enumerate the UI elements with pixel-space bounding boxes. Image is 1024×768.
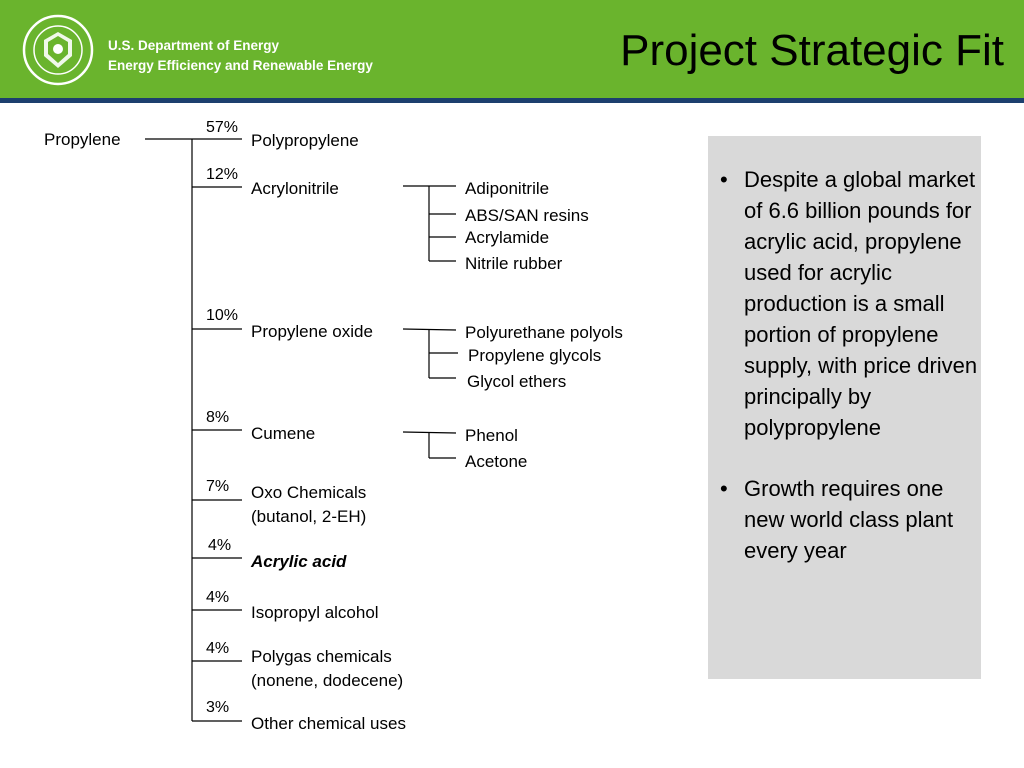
branch-percent: 8% <box>206 409 230 426</box>
branch-percent: 4% <box>206 589 230 606</box>
branch-percent: 7% <box>206 478 230 495</box>
derivative-label: Glycol ethers <box>467 372 567 391</box>
branch-label-isopropyl-alcohol: Isopropyl alcohol <box>251 603 379 622</box>
callout-bullet-text: Growth requires one new world class plant every year <box>744 476 954 563</box>
branch-label-polypropylene: Polypropylene <box>251 131 359 150</box>
callout-box <box>708 136 981 679</box>
branch-label-cumene: Cumene <box>251 424 316 443</box>
branch-sublabel-oxo-chemicals: (butanol, 2-EH) <box>251 507 367 526</box>
callout-bullet <box>720 473 981 566</box>
derivative-label: Phenol <box>465 426 518 445</box>
org-line-1: U.S. Department of Energy <box>108 38 280 53</box>
branch-percent: 4% <box>206 640 230 657</box>
derivative-label: Nitrile rubber <box>465 254 563 273</box>
branch-percent: 12% <box>206 166 239 183</box>
branch-percent: 3% <box>206 699 230 716</box>
derivative-label: Acetone <box>465 452 528 471</box>
branch-label-propylene-oxide: Propylene oxide <box>251 322 373 341</box>
branch-percent: 57% <box>206 119 239 136</box>
branch-label-polygas-chemicals: Polygas chemicals <box>251 647 392 666</box>
derivative-label: ABS/SAN resins <box>465 206 589 225</box>
branch-label-other-uses: Other chemical uses <box>251 714 406 733</box>
callout-bullet-text: Despite a global market of 6.6 billion pounds for acrylic acid, propylene used for acrylic production is a small portion of propylene supply, with price driven principally by polypropylene <box>744 167 978 440</box>
page-title: Project Strategic Fit <box>620 26 1004 75</box>
tree-root-label: Propylene <box>44 130 121 149</box>
branch-label-acrylonitrile: Acrylonitrile <box>251 179 339 198</box>
derivative-label: Acrylamide <box>465 228 550 247</box>
org-line-2: Energy Efficiency and Renewable Energy <box>108 58 373 73</box>
bullet-icon: • <box>720 167 728 192</box>
branch-percent: 10% <box>206 307 239 324</box>
callout-bullet <box>720 164 981 443</box>
derivative-label: Propylene glycols <box>468 346 602 365</box>
derivative-label: Polyurethane polyols <box>465 323 623 342</box>
callout-bullet-list <box>708 164 981 596</box>
derivative-label: Adiponitrile <box>465 179 550 198</box>
branch-sublabel-polygas-chemicals: (nonene, dodecene) <box>251 671 404 690</box>
branch-label-acrylic-acid: Acrylic acid <box>251 552 347 571</box>
branch-label-oxo-chemicals: Oxo Chemicals <box>251 483 367 502</box>
bullet-icon: • <box>720 476 728 501</box>
branch-percent: 4% <box>208 537 232 554</box>
